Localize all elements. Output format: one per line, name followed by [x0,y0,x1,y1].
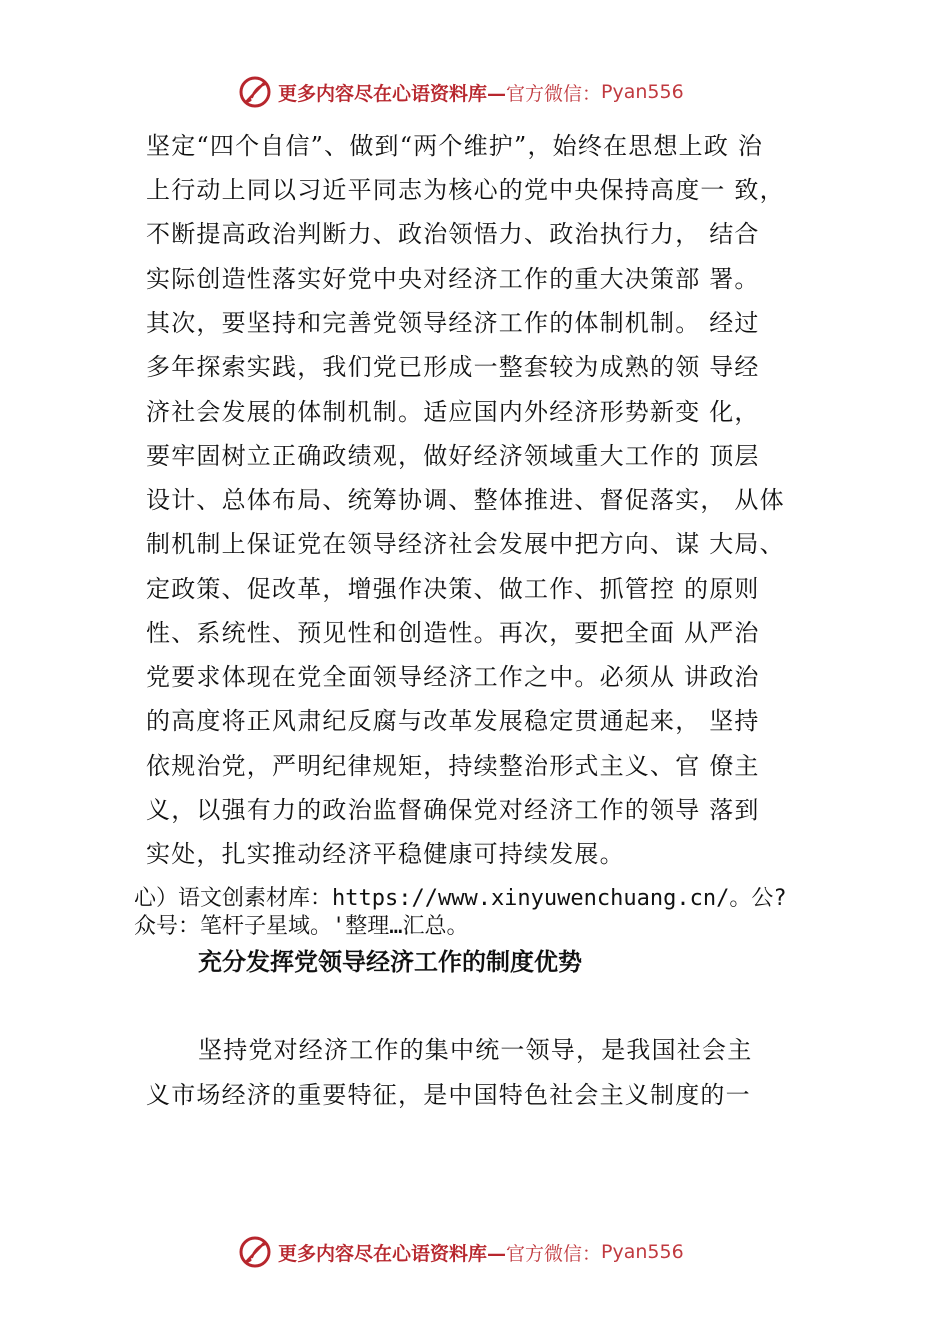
body-line: 性、系统性、预见性和创造性。再次，要把全面 从严治 [146,619,760,647]
banner-account: Pyan556 [601,1241,684,1263]
banner-account: Pyan556 [601,81,684,103]
body-line: 设计、总体布局、统筹协调、整体推进、督促落实， 从体 [146,486,785,514]
body-line: 其次，要坚持和完善党领导经济工作的体制机制。 经过 [146,309,760,337]
body-line: 实际创造性落实好党中央对经济工作的重大决策部 署。 [146,265,760,293]
body-line: 党要求体现在党全面领导经济工作之中。必须从 讲政治 [146,663,760,691]
section-title: 充分发挥党领导经济工作的制度优势 [198,948,582,976]
section-paragraph-line: 坚持党对经济工作的集中统一领导，是我国社会主 [198,1036,753,1064]
body-line: 定政策、促改革，增强作决策、做工作、抓管控 的原则 [146,575,760,603]
body-line: 义，以强有力的政治监督确保党对经济工作的领导 落到 [146,796,760,824]
body-line: 依规治党，严明纪律规矩，持续整治形式主义、官 僚主 [146,752,760,780]
body-line: 要牢固树立正确政绩观，做好经济领域重大工作的 顶层 [146,442,760,470]
body-line: 坚定“四个自信”、做到“两个维护”，始终在思想上政 治 [146,132,764,160]
banner-wechat-label: 官方微信： [506,1242,602,1265]
quill-logo-icon [238,75,272,109]
body-line: 制机制上保证党在领导经济社会发展中把方向、谋 大局、 [146,530,785,558]
banner-wechat-label: 官方微信： [506,82,602,105]
footer-watermark-banner [238,1232,684,1272]
section-paragraph-line: 义市场经济的重要特征，是中国特色社会主义制度的一 [146,1081,751,1109]
body-line: 上行动上同以习近平同志为核心的党中央保持高度一 致， [146,176,785,204]
header-watermark-banner [238,72,684,112]
body-line: 不断提高政治判断力、政治领悟力、政治执行力， 结合 [146,220,760,248]
source-note-line: 心）语文创素材库：https://www.xinyuwenchuang.cn/。公? [134,886,787,911]
body-line: 济社会发展的体制机制。适应国内外经济形势新变 化， [146,398,760,426]
source-note-line: 众号：笔杆子星域。'整理…汇总。 [134,914,469,939]
banner-text: 更多内容尽在心语资料库— [278,1242,507,1265]
body-line: 多年探索实践，我们党已形成一整套较为成熟的领 导经 [146,353,760,381]
body-line: 的高度将正风肃纪反腐与改革发展稳定贯通起来， 坚持 [146,707,760,735]
body-line: 实处，扎实推动经济平稳健康可持续发展。 [146,840,625,868]
quill-logo-icon [238,1235,272,1269]
banner-text: 更多内容尽在心语资料库— [278,82,507,105]
